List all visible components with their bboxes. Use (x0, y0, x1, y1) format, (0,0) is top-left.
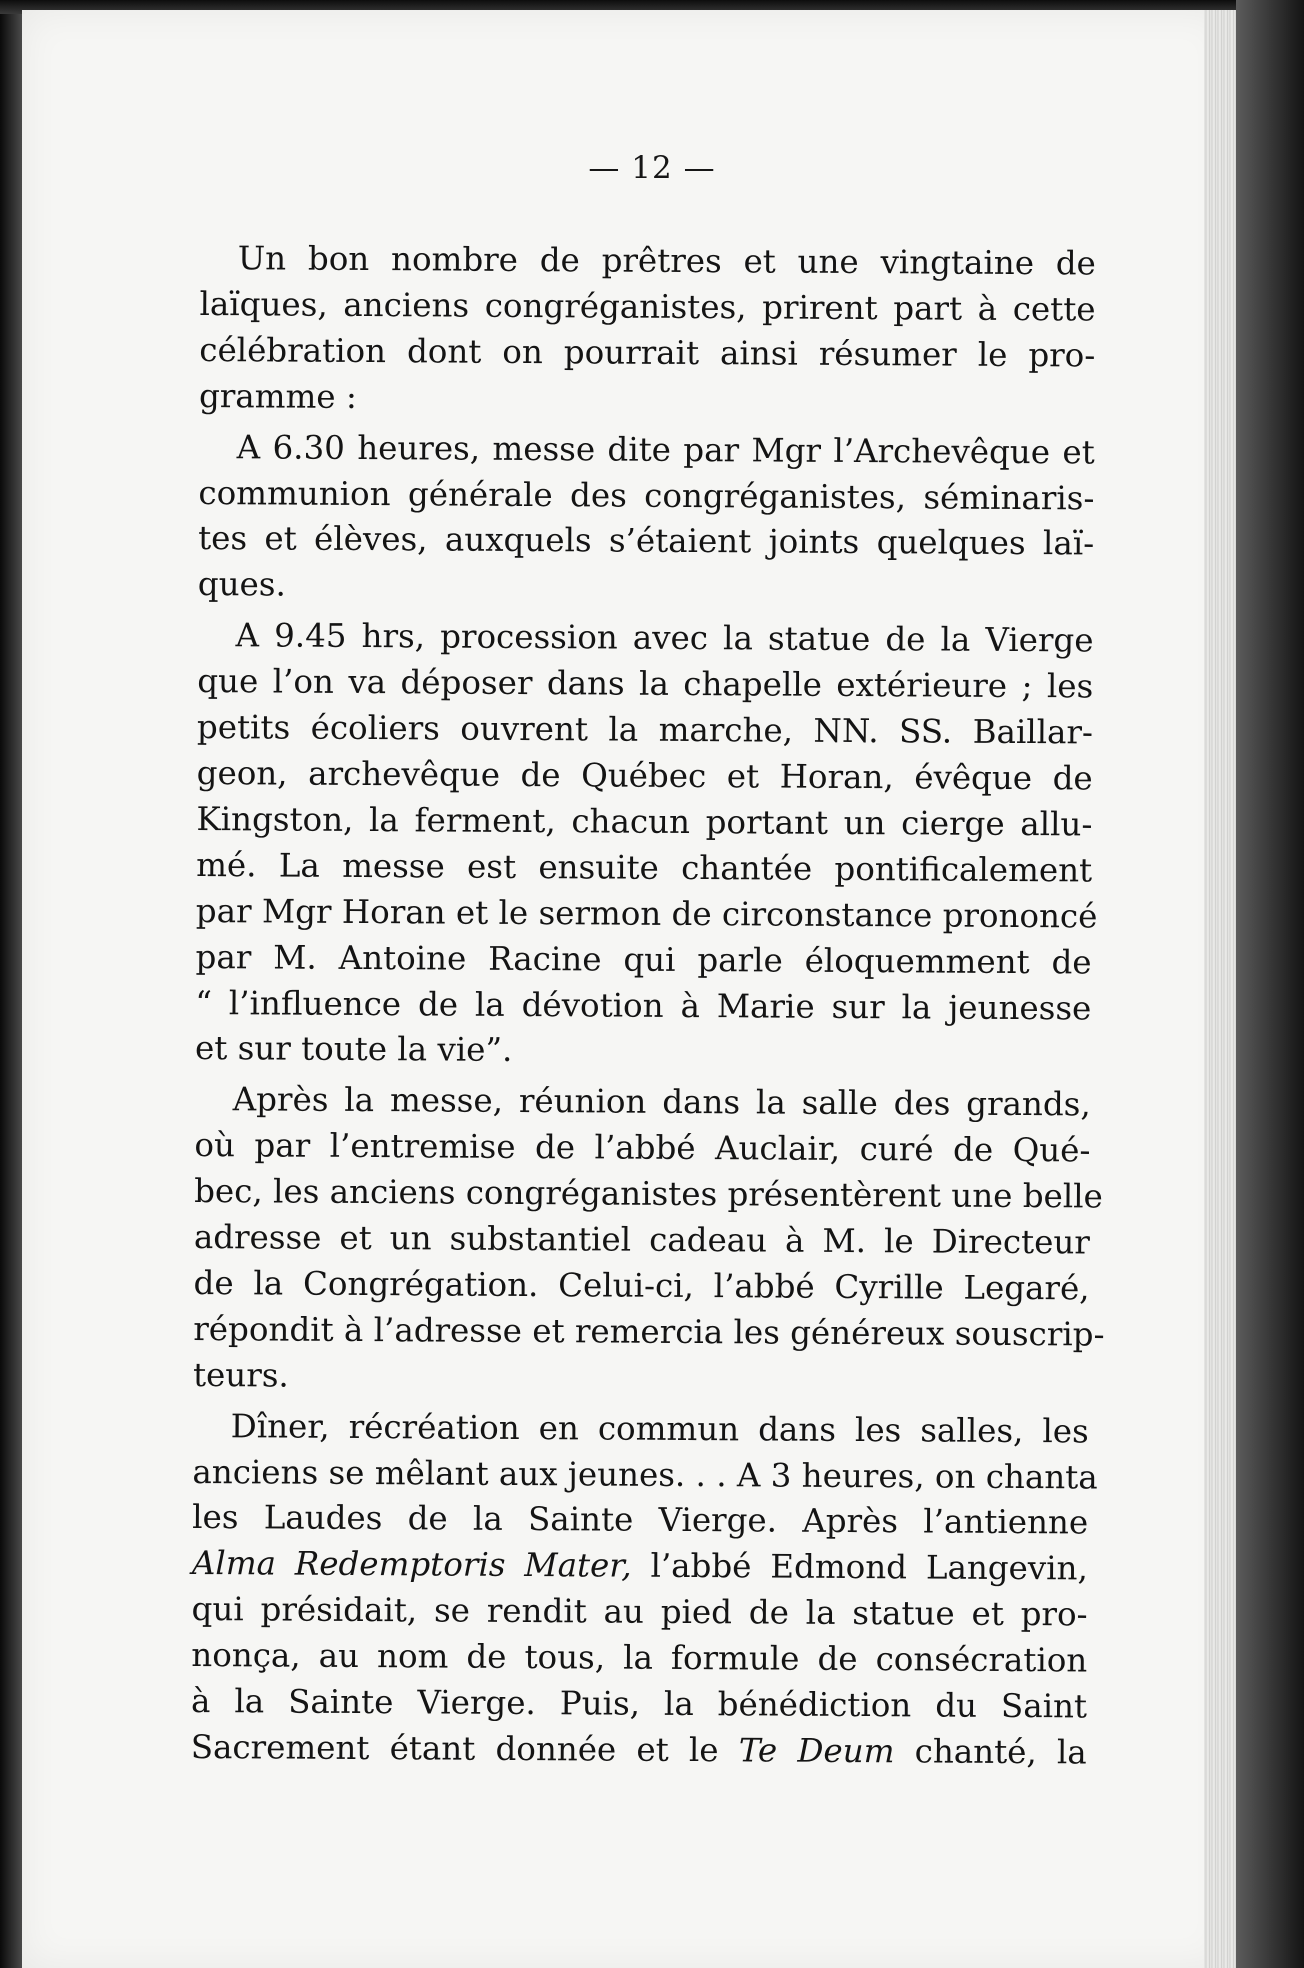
text-line: laïques, anciens congréganistes, prirent part à cette (199, 284, 1096, 329)
italic-title: Alma Redemptoris Mater, (191, 1544, 632, 1586)
text-line: les Laudes de la Sainte Vierge. Après l’antienne (192, 1498, 1089, 1542)
page-edges (1204, 10, 1236, 1968)
paragraph (194, 613, 1098, 1078)
scan-margin (1236, 0, 1304, 1968)
text-line: petits écoliers ouvrent la marche, NN. SS. Baillar- (196, 708, 1094, 752)
text-line: où par l’entremise de l’abbé Auclair, curé de Qué- (194, 1126, 1091, 1170)
text-line: tes et élèves, auxquels s’étaient joints quelques laï- (198, 519, 1095, 563)
paragraph (192, 1077, 1105, 1404)
text-line: que l’on va déposer dans la chapelle extérieure ; les (197, 662, 1094, 706)
text-line: célébration dont on pourrait ainsi résumer le pro- (199, 330, 1096, 375)
text-line: nonça, au nom de tous, la formule de consécration (191, 1636, 1088, 1680)
text-line: teurs. (192, 1355, 289, 1395)
text-line: qui présidait, se rendit au pied de la statue et pro- (191, 1590, 1088, 1634)
text-line: A 6.30 heures, messe dite par Mgr l’Archevêque et (236, 427, 1095, 472)
paragraph (199, 236, 1096, 425)
text-line: bec, les anciens congréganistes présentèrent une belle (194, 1172, 1103, 1216)
text-line: “ l’influence de la dévotion à Marie sur la jeunesse (195, 983, 1092, 1027)
text-line: adresse et un substantiel cadeau à M. le Directeur (193, 1218, 1090, 1262)
paragraph (198, 425, 1095, 614)
text-line: Après la messe, réunion dans la salle des grands, (232, 1080, 1091, 1124)
italic-title: Te Deum (738, 1731, 895, 1771)
text-line: par M. Antoine Racine qui parle éloquemment de (195, 937, 1092, 982)
text-line: A 9.45 hrs, procession avec la statue de la Vierge (235, 616, 1094, 660)
text-line: et sur toute la vie”. (194, 1029, 513, 1070)
page-number: — 12 — (588, 150, 716, 186)
text-line (191, 1725, 1087, 1776)
text-line: ques. (197, 565, 286, 604)
text-line (192, 1541, 1088, 1592)
text-line: à la Sainte Vierge. Puis, la bénédiction du Saint (190, 1682, 1088, 1726)
text-line: Un bon nombre de prêtres et une vingtaine de (237, 239, 1096, 283)
text-fragment: l’abbé Edmond Langevin, (631, 1547, 1088, 1588)
text-line: répondit à l’adresse et remercia les généreux souscrip- (193, 1309, 1105, 1354)
paragraph (190, 1404, 1098, 1777)
text-fragment: Sacrement étant donnée et le (190, 1727, 739, 1770)
text-line: anciens se mêlant aux jeunes. . . A 3 heures, on chanta (192, 1452, 1098, 1497)
text-line: gramme : (198, 376, 358, 416)
text-line: de la Congrégation. Celui-ci, l’abbé Cyrille Legaré, (193, 1263, 1090, 1308)
text-line: Dîner, récréation en commun dans les salles, les (230, 1406, 1089, 1451)
text-line: mé. La messe est ensuite chantée pontificalement (196, 845, 1093, 890)
body-text (190, 236, 1105, 1776)
text-line: communion générale des congréganistes, séminaris- (198, 473, 1095, 517)
book-gutter (0, 0, 22, 1968)
text-fragment: chanté, la (894, 1732, 1087, 1772)
text-line: Kingston, la ferment, chacun portant un cierge allu- (196, 799, 1093, 844)
text-line: geon, archevêque de Québec et Horan, évêque de (196, 753, 1093, 798)
text-line: par Mgr Horan et le sermon de circonstance prononcé (195, 891, 1098, 936)
